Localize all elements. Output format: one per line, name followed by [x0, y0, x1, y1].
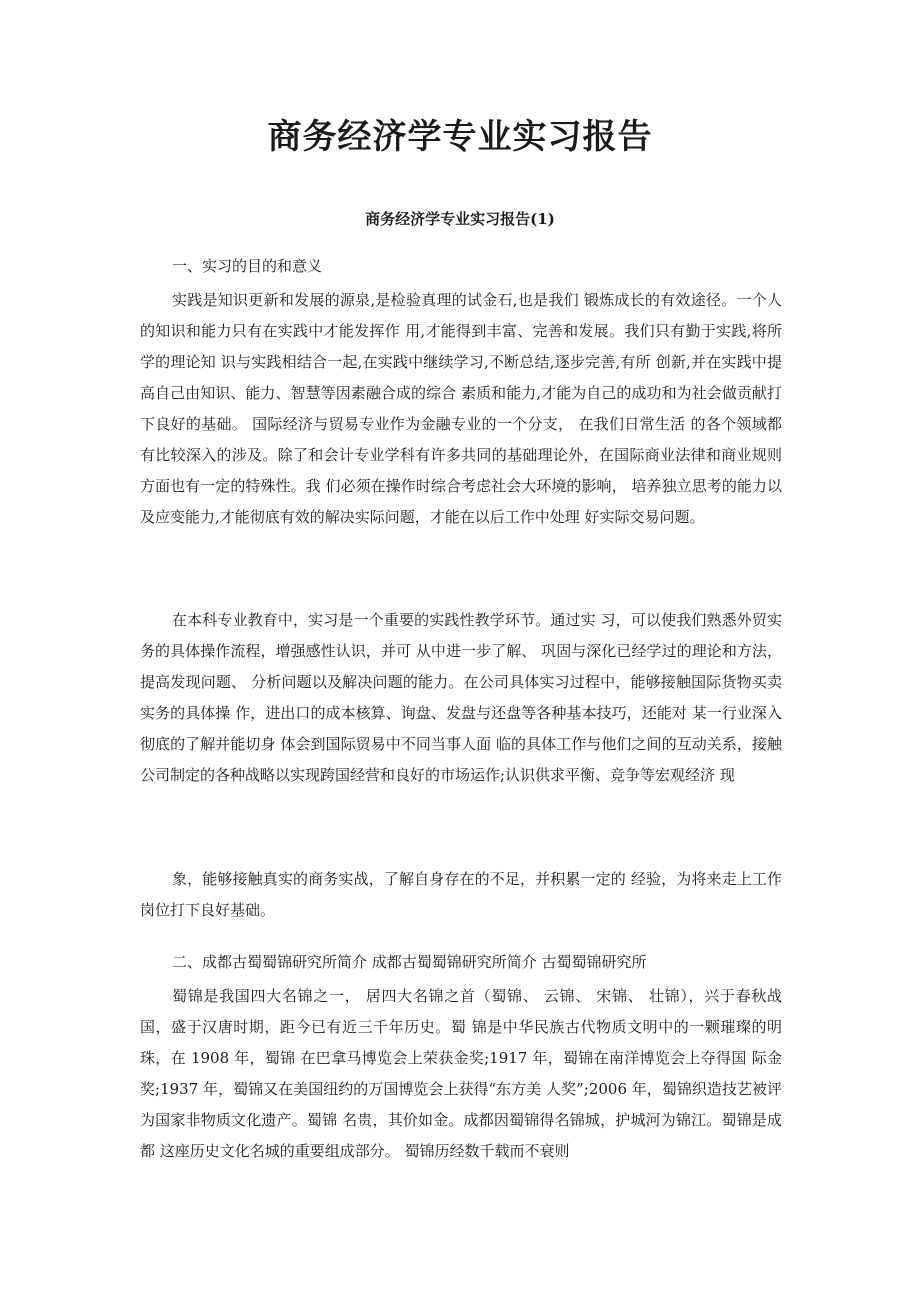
paragraph-shu-brocade: 蜀锦是我国四大名锦之一， 居四大名锦之首（蜀锦、 云锦、 宋锦、 壮锦），兴于春秋战国，盛于汉唐时期，距今已有近三千年历史。蜀 锦是中华民族古代物质文明中的一颗璀璨的明珠，在 1908 年，蜀锦 在巴拿马博览会上荣获金奖;1917 年，蜀锦在南洋博览会上夺得国 际金奖;1937 年，蜀锦又在美国纽约的万国博览会上获得“东方美 人奖”;2006 年，蜀锦织造技艺被评为国家非物质文化遗产。蜀锦 名贵，其价如金。成都因蜀锦得名锦城，护城河为锦江。蜀锦是成都 这座历史文化名城的重要组成部分。 蜀锦历经数千载而不衰则: [140, 987, 782, 1160]
section-heading-purpose: 一、实习的目的和意义: [172, 257, 323, 275]
paragraph-experience-summary: 象，能够接触真实的商务实战，了解自身存在的不足，并积累一定的 经验，为将来走上工作岗位打下良好基础。: [140, 870, 782, 919]
paragraph-internship-education: 在本科专业教育中，实习是一个重要的实践性教学环节。通过实 习，可以使我们熟悉外贸实务的具体操作流程，增强感性认识，并可 从中进一步了解、 巩固与深化已经学过的理论和方法， 提高发现问题、 分析问题以及解决问题的能力。在公司具体实习过程中，能够接触国际货物买卖实务的具体操 作，进出口的成本核算、询盘、发盘与还盘等各种基本技巧，还能对 某一行业深入彻底的了解并能切身 体会到国际贸易中不同当事人面 临的具体工作与他们之间的互动关系，接触公司制定的各种战略以实现跨国经营和良好的市场运作;认识供求平衡、竞争等宏观经济 现: [140, 611, 782, 784]
section-heading-institute: 二、成都古蜀蜀锦研究所简介 成都古蜀蜀锦研究所简介 古蜀蜀锦研究所: [172, 953, 647, 971]
document-subtitle: 商务经济学专业实习报告(1): [365, 210, 555, 228]
document-title: 商务经济学专业实习报告: [267, 117, 653, 157]
paragraph-practice-significance: 实践是知识更新和发展的源泉,是检验真理的试金石,也是我们 锻炼成长的有效途径。一个人的知识和能力只有在实践中才能发挥作 用,才能得到丰富、完善和发展。我们只有勤于实践,将所学的理论知 识与实践相结合一起,在实践中继续学习,不断总结,逐步完善,有所 创新,并在实践中提高自己由知识、能力、智慧等因素融合成的综合 素质和能力,才能为自己的成功和为社会做贡献打下良好的基础。 国际经济与贸易专业作为金融专业的一个分支， 在我们日常生活 的各个领域都有比较深入的涉及。除了和会计专业学科有许多共同的基础理论外，在国际商业法律和商业规则方面也有一定的特殊性。我 们必须在操作时综合考虑社会大环境的影响， 培养独立思考的能力以 及应变能力,才能彻底有效的解决实际问题，才能在以后工作中处理 好实际交易问题。: [140, 291, 782, 526]
